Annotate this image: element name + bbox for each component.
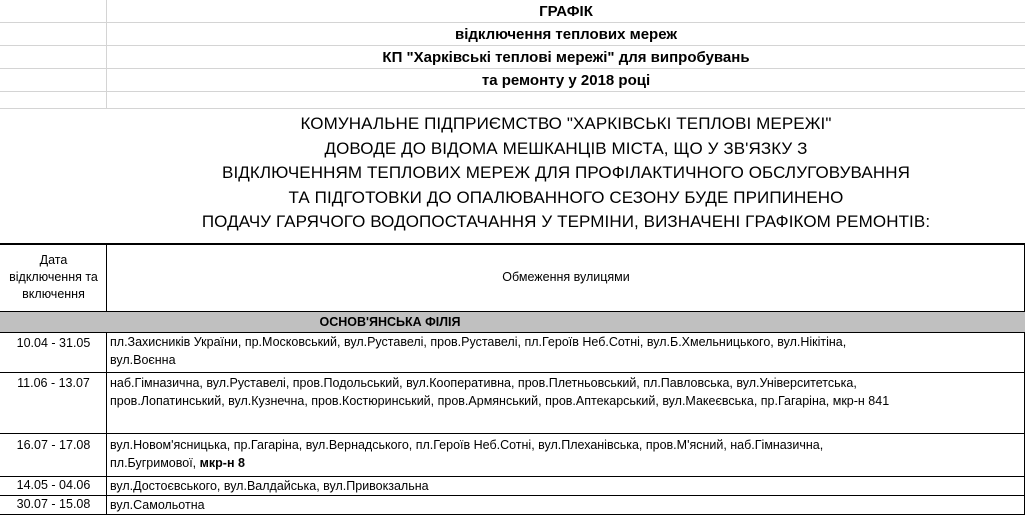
row-date: 11.06 - 13.07 [17,376,90,390]
table-border [0,243,1025,245]
notice-line: КОМУНАЛЬНЕ ПІДПРИЄМСТВО "ХАРКІВСЬКІ ТЕПЛОВІ МЕРЕЖІ" [300,114,832,133]
row-streets [110,333,1022,369]
table-border [0,514,1025,515]
table-border [0,372,1025,373]
notice-line: ВІДКЛЮЧЕННЯМ ТЕПЛОВИХ МЕРЕЖ ДЛЯ ПРОФІЛАКТИЧНОГО ОБСЛУГОВУВАННЯ [222,163,910,182]
notice-line: ДОВОДЕ ДО ВІДОМА МЕШКАНЦІВ МІСТА, ЩО У ЗВ'ЯЗКУ З [324,138,808,158]
document-title: ГРАФІК [539,3,593,20]
streets-text: пл.Бугримової, [110,456,197,470]
document-subtitle: та ремонту у 2018 році [481,72,651,89]
column-header-date [0,252,107,303]
streets-bold-text: мкр-н 8 [199,456,245,470]
header-text: включення [22,287,85,301]
streets-line [110,454,1022,472]
streets-line: вул.Достоєвського, вул.Валдайська, вул.Привокзальна [110,479,429,493]
header-text: відключення та [9,270,98,284]
document-subtitle: КП "Харківські теплові мережі" для випробувань [382,49,750,66]
section-title: ОСНОВ'ЯНСЬКА ФІЛІЯ [319,315,461,329]
column-header-streets: Обмеження вулицями [502,270,630,284]
row-date: 10.04 - 31.05 [16,336,91,350]
streets-line: вул.Новом'ясницька, пр.Гагаріна, вул.Вернадського, пл.Героїв Неб.Сотні, вул.Плеханівська, пров.М'ясний, наб.Гімназична, [110,438,824,452]
notice-block [107,112,1025,235]
streets-line: пров.Лопатинський, вул.Кузнечна, пров.Костюринський, пров.Армянський, пров.Аптекарський, вул.Макеєвська, пр.Гагаріна, мкр-н 841 [110,394,890,408]
notice-line: ТА ПІДГОТОВКИ ДО ОПАЛЮВАННОГО СЕЗОНУ БУДЕ ПРИПИНЕНО [288,187,844,207]
grid-row-line [0,108,1025,109]
streets-line: наб.Гімназична, вул.Руставелі, пров.Подольський, вул.Кооперативна, пров.Плетньовський, пл.Павловська, вул.Університетська, [110,376,857,390]
document-subtitle: відключення теплових мереж [454,26,678,43]
row-date: 14.05 - 04.06 [16,478,91,492]
row-streets [110,496,1022,514]
row-streets [110,436,1022,472]
row-streets [110,477,1022,495]
row-streets [110,374,1022,410]
streets-line: пл.Захисників України, пр.Московський, вул.Руставелі, пров.Руставелі, пл.Героїв Неб.Сотні, вул.Б.Хмельницького, вул.Нікітіна, [110,335,847,349]
table-border [0,433,1025,434]
row-date: 16.07 - 17.08 [16,438,91,452]
streets-line: вул.Воєнна [110,353,176,367]
notice-line: ПОДАЧУ ГАРЯЧОГО ВОДОПОСТАЧАННЯ У ТЕРМІНИ, ВИЗНАЧЕНІ ГРАФІКОМ РЕМОНТІВ: [201,212,931,231]
streets-line: вул.Самольотна [110,498,205,512]
header-text: Дата [39,253,68,267]
row-date: 30.07 - 15.08 [16,497,91,511]
